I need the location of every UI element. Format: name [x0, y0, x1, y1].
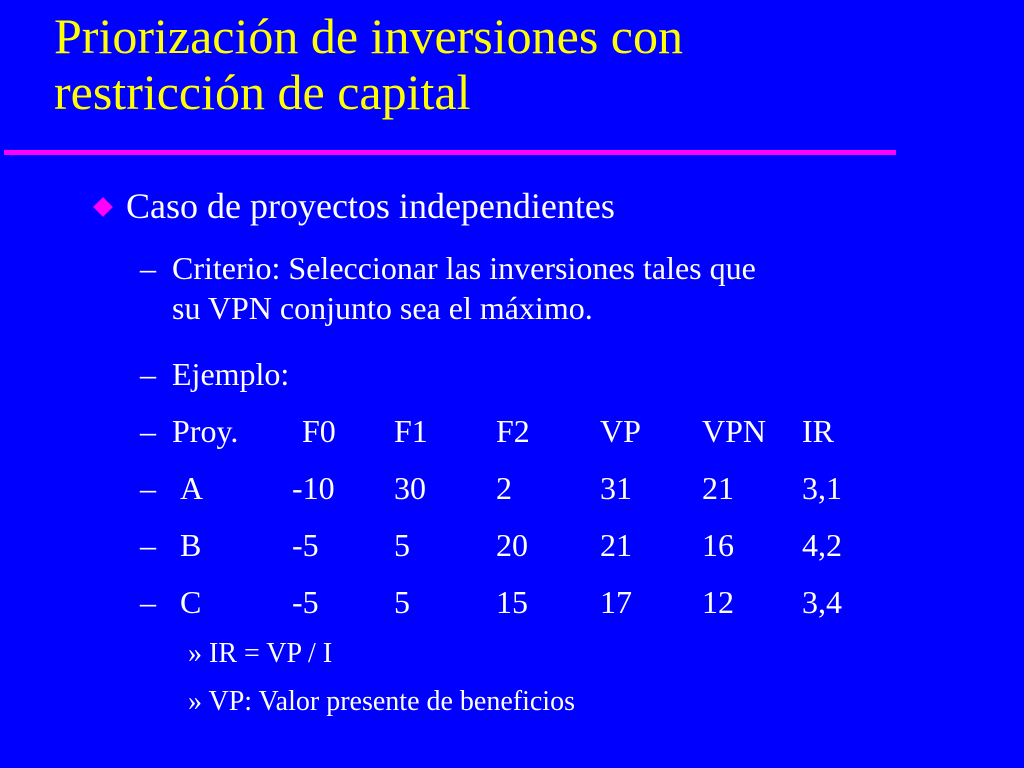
cell-f1: 5	[394, 527, 410, 563]
dash-marker: –	[140, 527, 156, 563]
note-ir-formula: » IR = VP / I	[188, 638, 333, 669]
ejemplo-text: Ejemplo:	[172, 356, 290, 392]
table-header-row	[140, 411, 1000, 451]
header-f2: F2	[496, 413, 530, 449]
slide-title	[54, 8, 954, 120]
cell-f2: 15	[496, 584, 528, 620]
cell-vp: 21	[600, 527, 632, 563]
cell-ir: 3,1	[802, 470, 842, 506]
cell-vpn: 21	[702, 470, 734, 506]
cell-f0: -5	[292, 527, 319, 563]
dash-marker: –	[140, 584, 156, 620]
cell-vpn: 16	[702, 527, 734, 563]
table-row	[140, 468, 1000, 508]
dash-marker: –	[140, 470, 156, 506]
ejemplo-item	[140, 354, 289, 394]
cell-vp: 17	[600, 584, 632, 620]
cell-vp: 31	[600, 470, 632, 506]
cell-f0: -5	[292, 584, 319, 620]
cell-f1: 30	[394, 470, 426, 506]
cell-f2: 20	[496, 527, 528, 563]
header-f1: F1	[394, 413, 428, 449]
cell-proy: A	[180, 470, 204, 506]
dash-marker: –	[140, 250, 156, 286]
dash-marker: –	[140, 413, 156, 449]
criterio-text-line-1: Criterio: Seleccionar las inversiones tales que	[172, 250, 756, 286]
header-f0: F0	[302, 413, 336, 449]
cell-ir: 4,2	[802, 527, 842, 563]
title-divider	[4, 150, 896, 155]
header-ir: IR	[802, 413, 834, 449]
cell-f2: 2	[496, 470, 512, 506]
slide-title-line-1: Priorización de inversiones con	[54, 8, 683, 64]
diamond-bullet-icon	[92, 196, 114, 218]
bullet-text: Caso de proyectos independientes	[126, 186, 615, 226]
header-vp: VP	[600, 413, 641, 449]
header-proy: Proy.	[172, 413, 239, 449]
table-row	[140, 525, 1000, 565]
bullet-independent-projects	[92, 182, 615, 230]
cell-proy: C	[180, 584, 202, 620]
slide-title-line-2: restricción de capital	[54, 64, 471, 120]
header-vpn: VPN	[702, 413, 767, 449]
cell-vpn: 12	[702, 584, 734, 620]
note-vp-definition: » VP: Valor presente de beneficios	[188, 686, 575, 717]
cell-ir: 3,4	[802, 584, 842, 620]
cell-proy: B	[180, 527, 202, 563]
criterio-text-line-2: su VPN conjunto sea el máximo.	[172, 290, 593, 326]
cell-f1: 5	[394, 584, 410, 620]
table-row	[140, 582, 1000, 622]
cell-f0: -10	[292, 470, 335, 506]
criterio-item	[140, 248, 756, 328]
dash-marker: –	[140, 356, 156, 392]
